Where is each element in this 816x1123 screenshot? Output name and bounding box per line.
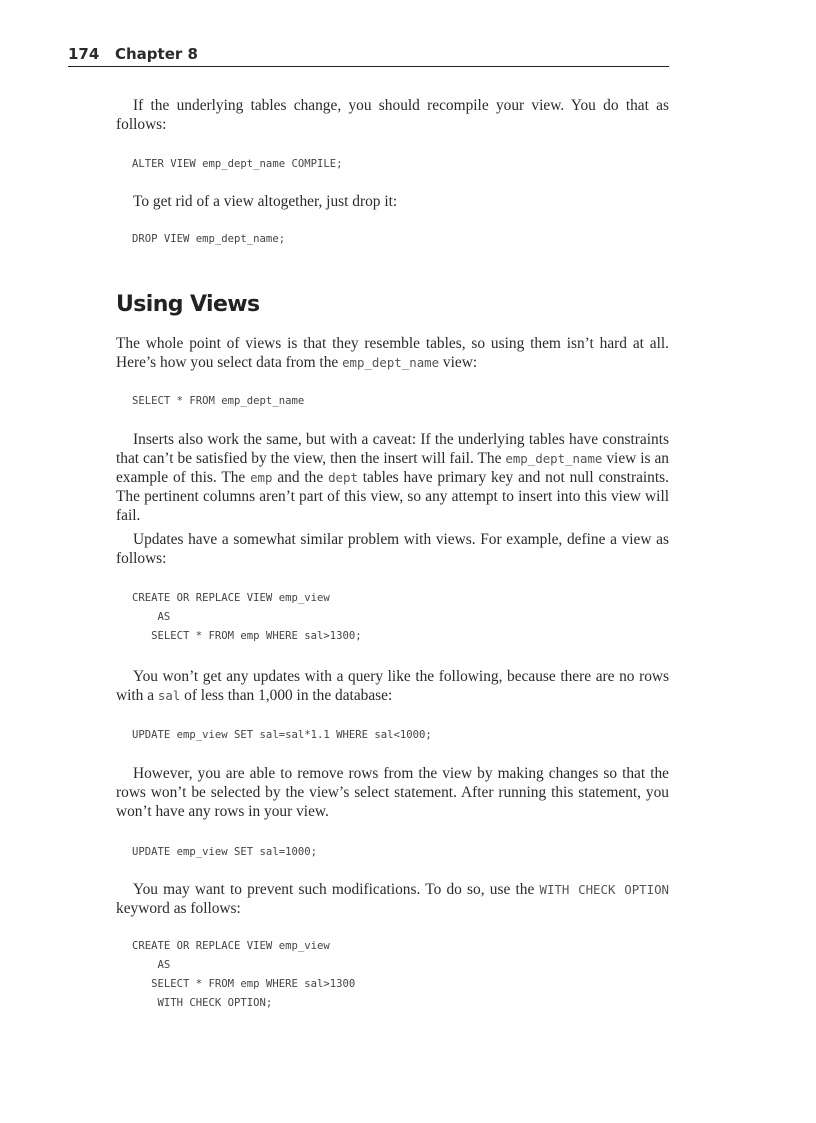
page-number: 174 [68, 45, 100, 63]
chapter-title: Chapter 8 [115, 45, 198, 63]
paragraph-no-updates: You won’t get any updates with a query like the following, because there are no rows with a sal of less than 1,000 in the database: [116, 668, 669, 704]
inline-code: emp [250, 470, 273, 485]
paragraph-remove-rows: However, you are able to remove rows from the view by making changes so that the rows won’t be selected by the view’s select statement. After running this statement, you won’t have any rows in your view. [116, 765, 669, 820]
code-create-view: CREATE OR REPLACE VIEW emp_view AS SELECT * FROM emp WHERE sal>1300; [132, 592, 362, 642]
code-alter-view: ALTER VIEW emp_dept_name COMPILE; [132, 158, 343, 170]
code-drop-view: DROP VIEW emp_dept_name; [132, 233, 286, 245]
code-select: SELECT * FROM emp_dept_name [132, 395, 305, 407]
inline-code: WITH CHECK OPTION [539, 882, 669, 897]
code-with-check-option: CREATE OR REPLACE VIEW emp_view AS SELECT * FROM emp WHERE sal>1300 WITH CHECK OPTION; [132, 940, 356, 1009]
paragraph-prevent: You may want to prevent such modifications. To do so, use the WITH CHECK OPTION keyword as follows: [116, 881, 669, 917]
paragraph-using-views: The whole point of views is that they resemble tables, so using them isn’t hard at all. Here’s how you select data from the emp_dept_name view: [116, 335, 669, 371]
paragraph-updates: Updates have a somewhat similar problem with views. For example, define a view as follows: [116, 531, 669, 567]
section-heading: Using Views [116, 292, 260, 317]
running-header [68, 44, 669, 67]
inline-code: sal [157, 688, 181, 703]
code-update-1000: UPDATE emp_view SET sal=1000; [132, 846, 317, 858]
paragraph-recompile: If the underlying tables change, you should recompile your view. You do that as follows: [116, 97, 669, 133]
inline-code: emp_dept_name [505, 451, 603, 466]
code-update-sal: UPDATE emp_view SET sal=sal*1.1 WHERE sal<1000; [132, 729, 432, 741]
paragraph-drop: To get rid of a view altogether, just drop it: [133, 193, 398, 210]
paragraph-inserts: Inserts also work the same, but with a caveat: If the underlying tables have constraints that can’t be satisfied by the view, then the insert will fail. The emp_dept_name view is an example of this. The emp and the dept tables have primary key and not null constraints. The pertinent columns aren’t part of this view, so any attempt to insert into this view will fail. [116, 431, 669, 524]
inline-code: emp_dept_name [342, 355, 440, 370]
inline-code: dept [328, 470, 358, 485]
